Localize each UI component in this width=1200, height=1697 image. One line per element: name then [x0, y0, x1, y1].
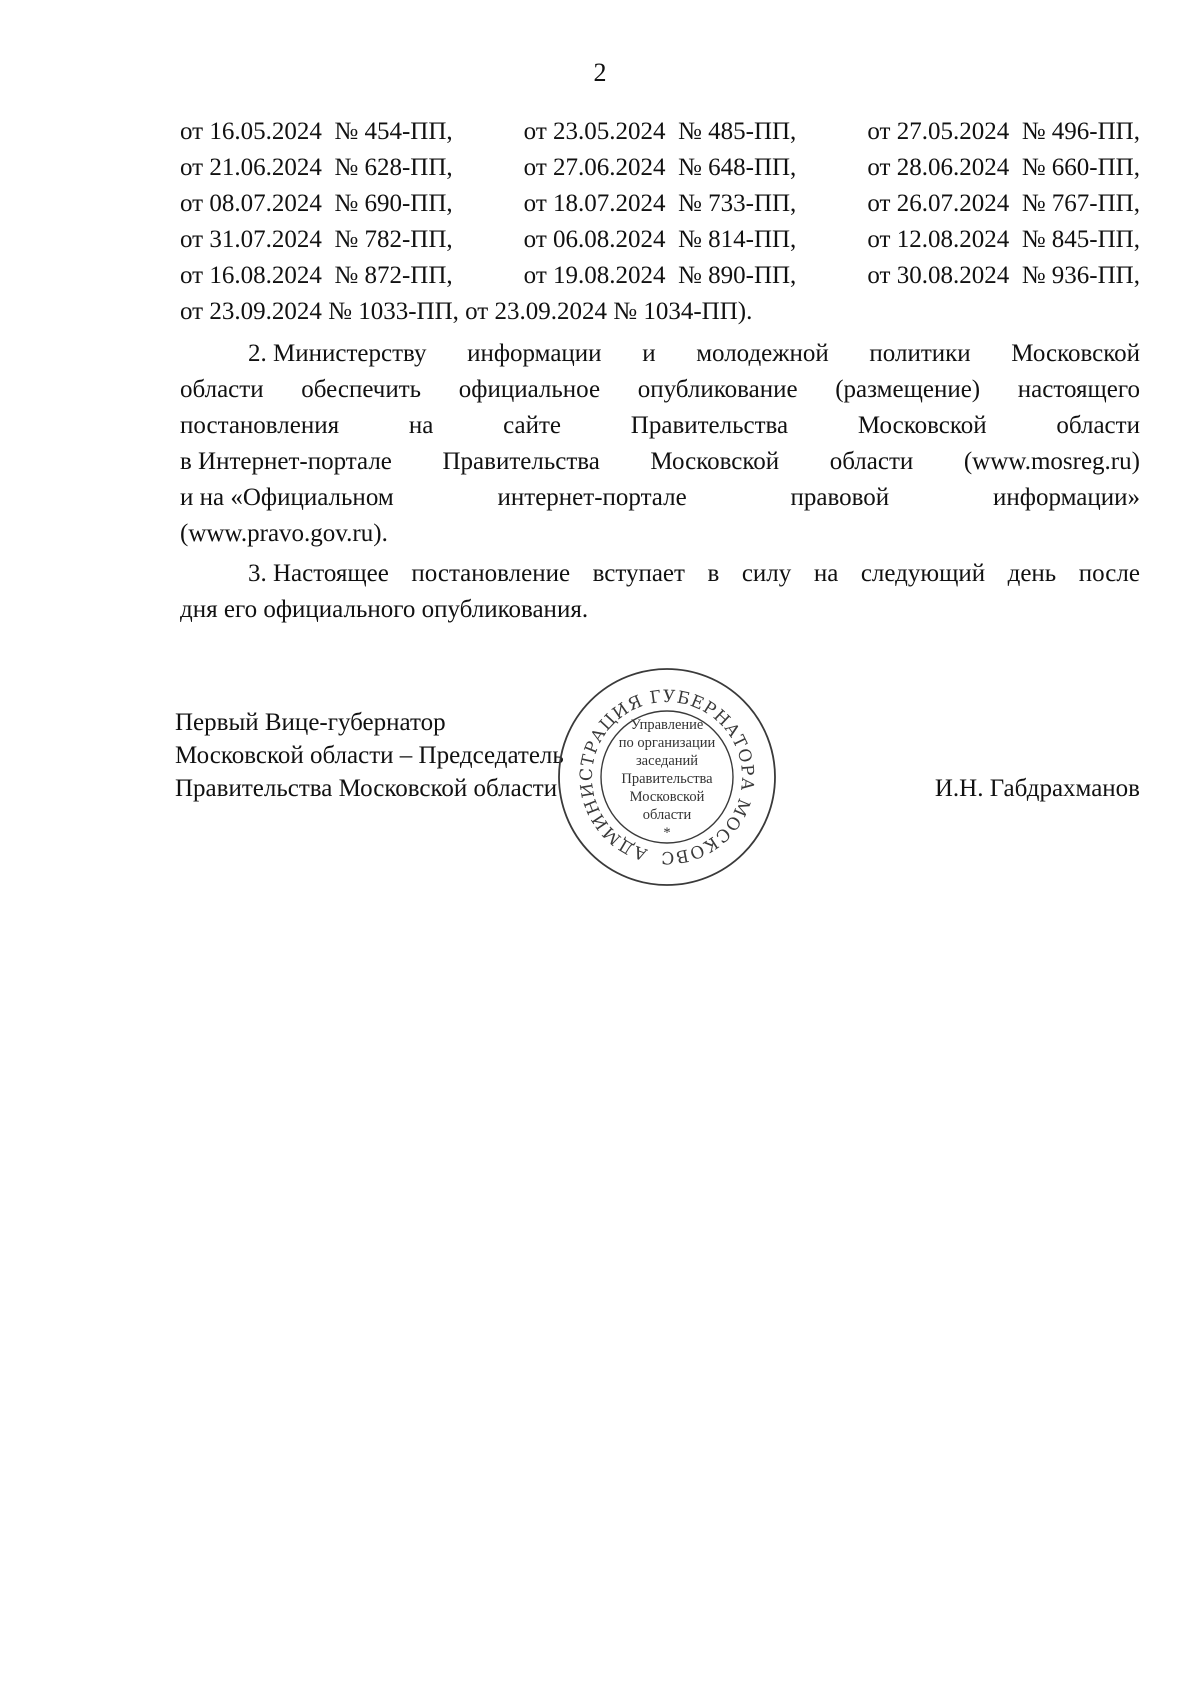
word: настоящего [1017, 376, 1140, 403]
word: информации [467, 340, 602, 367]
reference-row [180, 258, 1140, 294]
reference-item: от 16.05.2024 № 454-ПП, [180, 118, 453, 145]
reference-item: от 23.05.2024 № 485-ПП, [523, 118, 797, 145]
reference-row [180, 186, 1140, 222]
seal-center-line: по организации [618, 735, 716, 751]
word: вступает [592, 560, 685, 587]
word: и на «Официальном [180, 484, 394, 511]
reference-item: от 16.08.2024 № 872-ПП, [180, 262, 453, 289]
seal-ring-text: АДМИНИСТРАЦИЯ ГУБЕРНАТОРА МОСКОВС [576, 686, 758, 868]
reference-item: от 31.07.2024 № 782-ПП, [180, 226, 453, 253]
word: области [180, 376, 264, 403]
reference-last-line: от 23.09.2024 № 1033-ПП, от 23.09.2024 № 1034-ПП). [180, 298, 753, 325]
paragraph-line [180, 372, 1140, 408]
signer-name: И.Н. Габдрахманов [934, 775, 1140, 802]
seal-center-line: Московской [629, 789, 705, 805]
paragraph-line [180, 480, 1140, 516]
reference-item: от 27.05.2024 № 496-ПП, [867, 118, 1140, 145]
word: Правительства [630, 412, 789, 439]
signature-position [175, 706, 564, 805]
paragraph-line: (www.pravo.gov.ru). [180, 520, 388, 547]
page-number: 2 [593, 58, 607, 87]
word: области [1056, 412, 1140, 439]
position-line: Московской области – Председатель [175, 742, 564, 769]
word: силу [741, 560, 792, 587]
reference-row [180, 222, 1140, 258]
word: официальное [458, 376, 601, 403]
reference-row [180, 114, 1140, 150]
position-line: Первый Вице-губернатор [175, 709, 446, 736]
seal-center-line: заседаний [635, 753, 699, 769]
word: на [408, 412, 434, 439]
reference-item: от 12.08.2024 № 845-ПП, [867, 226, 1140, 253]
reference-item: от 19.08.2024 № 890-ПП, [523, 262, 797, 289]
word: день [1007, 560, 1057, 587]
reference-item: от 26.07.2024 № 767-ПП, [867, 190, 1140, 217]
seal-center-text [607, 716, 727, 842]
word: Московской [650, 448, 780, 475]
paragraph-2 [180, 336, 1140, 552]
word: постановление [411, 560, 571, 587]
seal-center-line: Управление [630, 717, 704, 733]
word: в Интернет-портале [180, 448, 392, 475]
reference-item: от 28.06.2024 № 660-ПП, [867, 154, 1140, 181]
word: политики [869, 340, 971, 367]
word: Московской [857, 412, 987, 439]
word: обеспечить [301, 376, 422, 403]
position-line: Правительства Московской области [175, 775, 558, 802]
paragraph-3 [180, 556, 1140, 628]
word: после [1078, 560, 1140, 587]
word: Московской [1011, 340, 1140, 367]
reference-row [180, 150, 1140, 186]
word: правовой [790, 484, 890, 511]
reference-item: от 08.07.2024 № 690-ПП, [180, 190, 453, 217]
reference-item: от 21.06.2024 № 628-ПП, [180, 154, 453, 181]
paragraph-line: дня его официального опубликования. [180, 596, 589, 623]
reference-item: от 27.06.2024 № 648-ПП, [523, 154, 797, 181]
word: области [829, 448, 914, 475]
paragraph-line [180, 336, 1140, 372]
word: на [813, 560, 839, 587]
paragraph-line [180, 444, 1140, 480]
paragraph-line [180, 556, 1140, 592]
word: в [707, 560, 720, 587]
reference-item: от 18.07.2024 № 733-ПП, [523, 190, 797, 217]
reference-list [180, 114, 1140, 330]
word: молодежной [696, 340, 829, 367]
word: постановления [180, 412, 340, 439]
word: 2. Министерству [248, 340, 427, 367]
word: (размещение) [835, 376, 981, 403]
word: сайте [503, 412, 562, 439]
paragraph-line [180, 408, 1140, 444]
word: Правительства [442, 448, 600, 475]
seal-center-line: Правительства [621, 771, 713, 787]
word: (www.mosreg.ru) [963, 448, 1140, 475]
word: информации» [993, 484, 1140, 511]
word: интернет-портале [497, 484, 687, 511]
reference-item: от 30.08.2024 № 936-ПП, [867, 262, 1140, 289]
seal-star-icon: * [663, 825, 671, 841]
reference-item: от 06.08.2024 № 814-ПП, [523, 226, 797, 253]
official-seal [554, 664, 780, 890]
seal-center-line: области [642, 807, 692, 823]
word: 3. Настоящее [248, 560, 389, 587]
word: и [642, 340, 656, 367]
word: опубликование [637, 376, 798, 403]
word: следующий [860, 560, 986, 587]
